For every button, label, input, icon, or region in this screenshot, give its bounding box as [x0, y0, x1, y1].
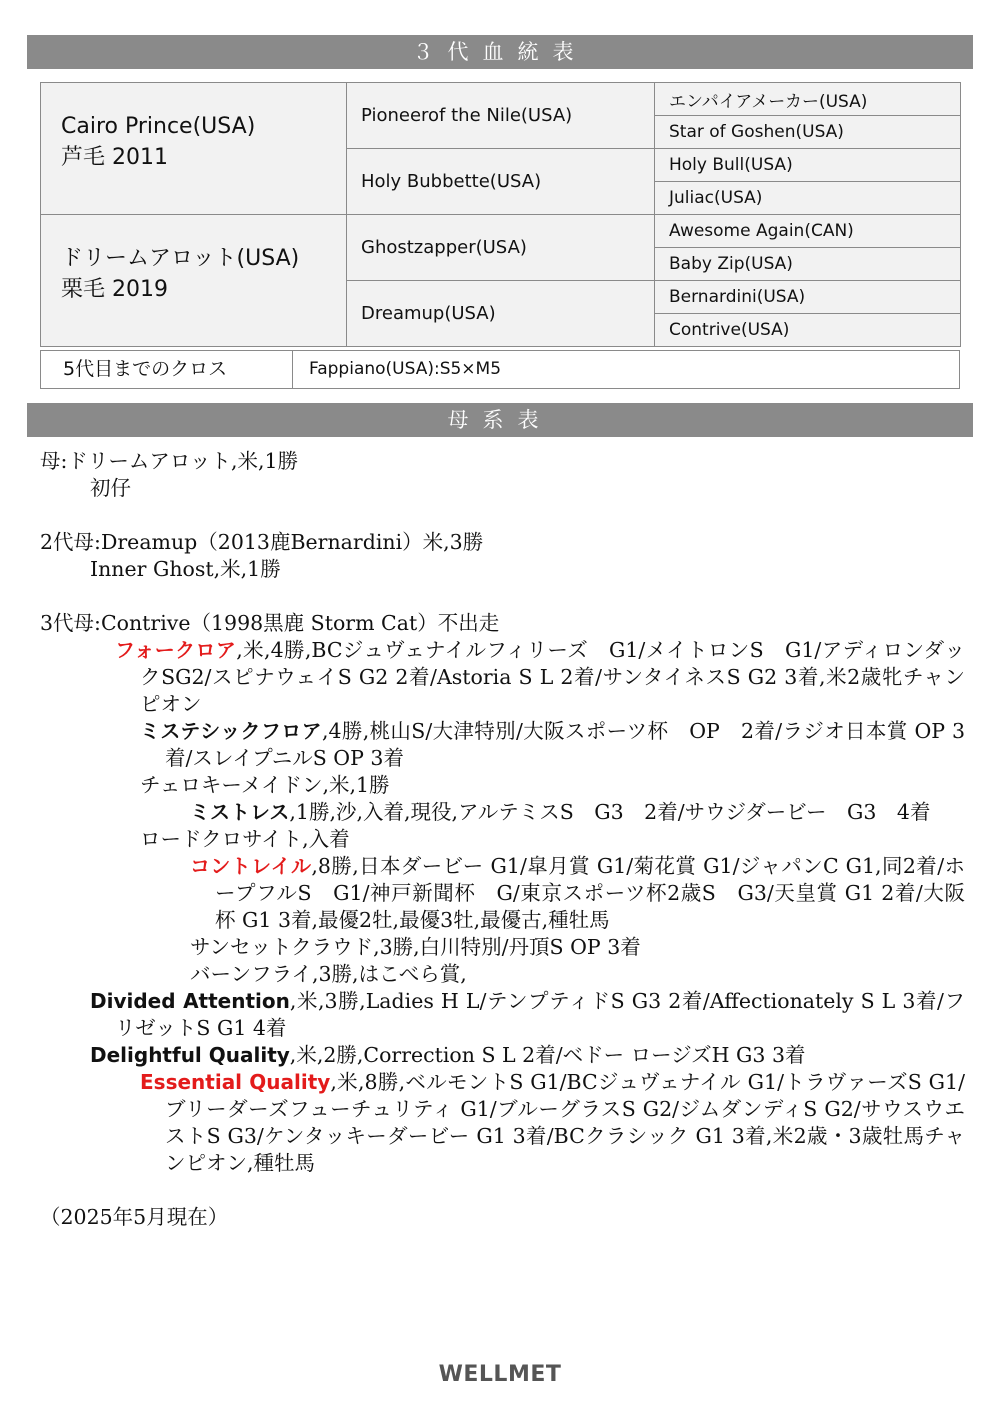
brand-logo: WELLMET: [438, 1362, 562, 1387]
horse-name: Essential Quality: [140, 1070, 331, 1094]
sire-dam-dam: Juliac(USA): [655, 182, 961, 215]
horse-name: フォークロア: [115, 638, 237, 662]
horse-name: コントレイル: [190, 854, 312, 878]
inbreeding-cross-row: [40, 350, 960, 389]
cross-label: 5代目までのクロス: [41, 351, 293, 388]
sire-sire-sire: エンパイアメーカー(USA): [655, 83, 961, 116]
horse-name: Delightful Quality: [90, 1043, 290, 1067]
dam-sire: Ghostzapper(USA): [347, 215, 655, 281]
sire-sire: Pioneerof the Nile(USA): [347, 83, 655, 149]
family-entry: バーンフライ,3勝,はこべら賞,: [190, 962, 467, 986]
family-section-header: 母系表: [27, 403, 973, 437]
second-dam-line: 2代母:Dreamup（2013鹿Bernardini）米,3勝: [40, 530, 484, 554]
family-entry: Delightful Quality,米,2勝,Correction S L 2着/ベドー ロージズH G3 3着: [90, 1043, 806, 1067]
family-entry: ロードクロサイト,入着: [140, 827, 350, 851]
dam-dam-dam: Contrive(USA): [655, 314, 961, 347]
sire-sire-dam: Star of Goshen(USA): [655, 116, 961, 149]
family-entry: Essential Quality,米,8勝,ベルモントS G1/BCジュヴェナイル G1/トラヴァーズS G1/ブリーダーズフューチュリティ G1/ブルーグラスS G2/ジムダンディS G2/サウスウエストS G3/ケンタッキーダービー G1 3着/BCクラシック G1 3着,米2歳・3歳牡馬チャンピオン,種牡馬: [140, 1070, 965, 1175]
dam-dam: Dreamup(USA): [347, 281, 655, 347]
sire-dam-sire: Holy Bull(USA): [655, 149, 961, 182]
pedigree-table: [40, 82, 961, 347]
as-of-date: （2025年5月現在）: [40, 1205, 229, 1229]
sire-name: Cairo Prince(USA): [61, 113, 256, 139]
dam-dam-sire: Bernardini(USA): [655, 281, 961, 314]
sire-info: 芦毛 2011: [61, 144, 168, 170]
dam-name: ドリームアロット(USA): [61, 245, 300, 271]
family-entry: フォークロア,米,4勝,BCジュヴェナイルフィリーズ G1/メイトロンS G1/アディロンダックSG2/スピナウェイS G2 2着/Astoria S L 2着/サンタイネスS G2 3着,米2歳牝チャンピオン: [115, 638, 966, 716]
family-entry: チェロキーメイドン,米,1勝: [140, 773, 390, 797]
sire-dam: Holy Bubbette(USA): [347, 149, 655, 215]
dam-sire-dam: Baby Zip(USA): [655, 248, 961, 281]
dam-sire-sire: Awesome Again(CAN): [655, 215, 961, 248]
horse-name: ミステシックフロア: [140, 719, 322, 743]
horse-name: ミストレス: [190, 800, 290, 824]
family-entry: ミストレス,1勝,沙,入着,現役,アルテミスS G3 2着/サウジダービー G3 4着: [190, 800, 931, 824]
horse-name: Divided Attention: [90, 989, 290, 1013]
second-dam-foal-line: Inner Ghost,米,1勝: [90, 557, 281, 581]
dam-info: 栗毛 2019: [61, 276, 168, 302]
family-entry: ミステシックフロア,4勝,桃山S/大津特別/大阪スポーツ杯 OP 2着/ラジオ日本賞 OP 3着/スレイプニルS OP 3着: [140, 719, 965, 770]
dam-foal-line: 初仔: [90, 476, 131, 500]
pedigree-section-header: ３代血統表: [27, 35, 973, 69]
dam-line: 母:ドリームアロット,米,1勝: [40, 449, 299, 473]
family-entry: Divided Attention,米,3勝,Ladies H L/テンプティドS G3 2着/Affectionately S L 3着/フリゼットS G1 4着: [90, 989, 965, 1040]
family-entry: コントレイル,8勝,日本ダービー G1/皐月賞 G1/菊花賞 G1/ジャパンC G1,同2着/ホープフルS G1/神戸新聞杯 G/東京スポーツ杯2歳S G3/天皇賞 G1 2着/大阪杯 G1 3着,最優2牡,最優3牡,最優古,種牡馬: [190, 854, 965, 932]
dam-cell: [41, 215, 347, 347]
third-dam-line: 3代母:Contrive（1998黒鹿 Storm Cat）不出走: [40, 611, 500, 635]
family-table: [40, 448, 965, 1231]
family-entry: サンセットクラウド,3勝,白川特別/丹頂S OP 3着: [190, 935, 641, 959]
cross-value: Fappiano(USA):S5×M5: [309, 359, 502, 379]
sire-cell: [41, 83, 347, 215]
